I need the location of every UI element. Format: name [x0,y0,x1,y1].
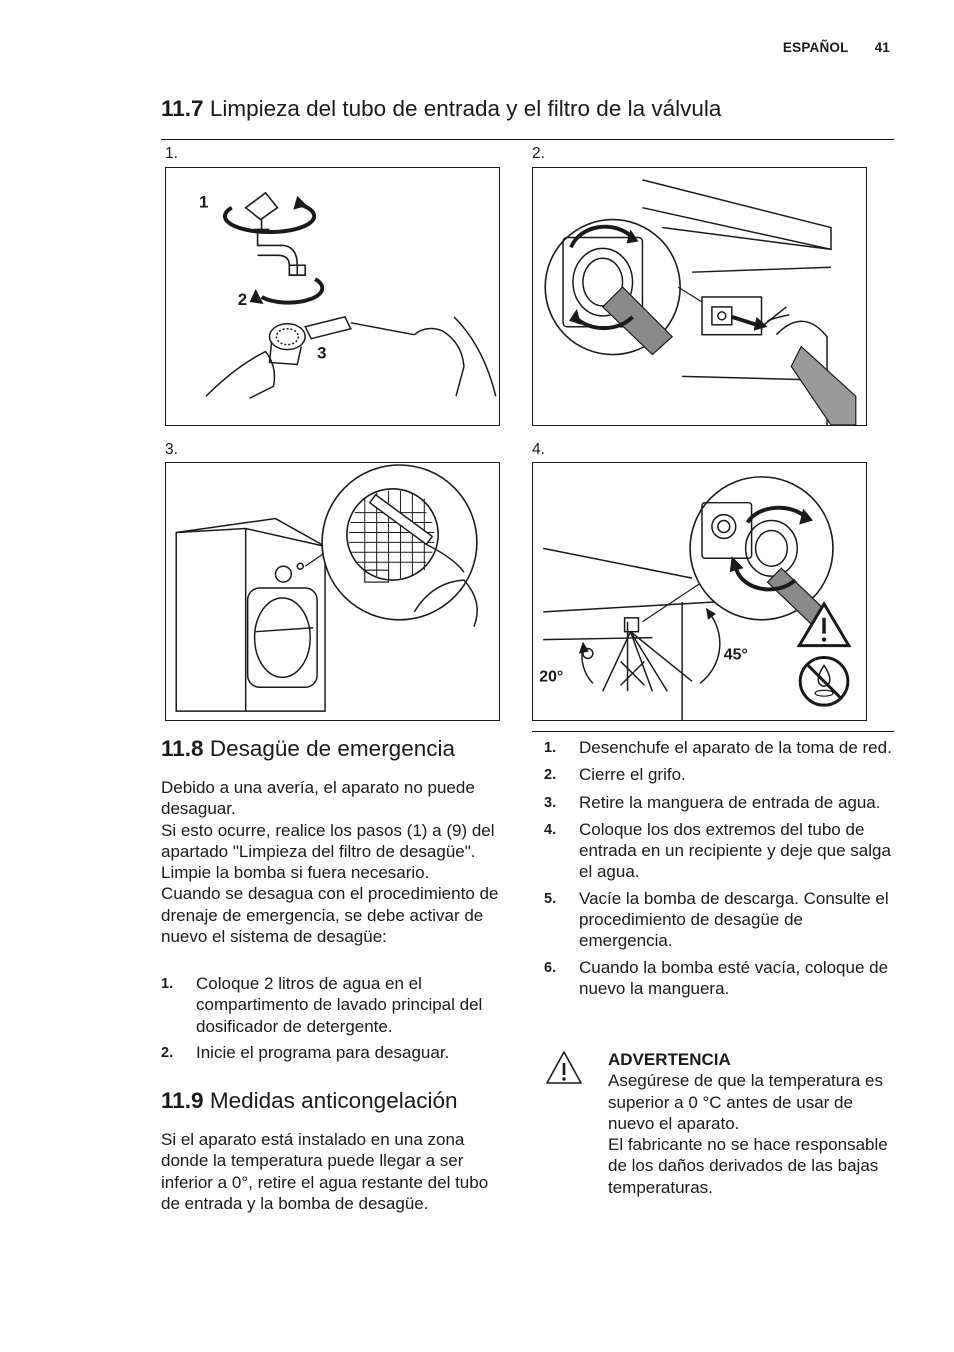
filter-cleaning-drawing [166,463,499,720]
list-item [161,973,513,1037]
callout-2: 2 [237,289,248,309]
step-number: 2. [544,767,557,784]
step-number: 4. [544,821,557,838]
figure-3-illustration [165,462,500,721]
step-text: Retire la manguera de entrada de agua. [579,792,881,812]
step-text: Cierre el grifo. [579,765,686,785]
section-title: Limpieza del tubo de entrada y el filtro de la válvula [209,96,722,121]
section-title: Medidas anticongelación [209,1088,458,1113]
list-item [544,737,898,759]
section-11-9-heading [161,1088,458,1114]
warning-block [608,1049,898,1198]
paragraph: Si el aparato está instalado en una zona donde la temperatura puede llegar a ser inferior a 0°, retire el agua restante del tubo de entrada y la bomba de desagüe. [161,1130,489,1213]
step-text: Vacíe la bomba de descarga. Consulte el procedimiento de desagüe de emergencia. [579,888,889,951]
paragraph: Cuando se desagua con el procedimiento de drenaje de emergencia, se debe activar de nuevo el sistema de desagüe: [161,884,499,947]
step-text: Desenchufe el aparato de la toma de red. [579,738,892,757]
paragraph: Si esto ocurre, realice los pasos (1) a (9) del apartado "Limpieza del filtro de desagüe". [161,820,495,861]
angle-20-label: 20° [539,668,564,686]
section-number: 11.8 [161,736,204,761]
paragraph: Debido a una avería, el aparato no puede desaguar. [161,778,475,819]
step-number: 1. [161,976,174,992]
step-number: 1. [544,740,557,756]
step-number: 6. [544,959,557,976]
no-water-icon [800,657,848,705]
page-header [783,40,890,55]
step-text: Inicie el programa para desaguar. [196,1042,450,1062]
heading-rule [161,139,894,140]
tap-filter-brush-drawing [166,168,499,425]
warning-line: Asegúrese de que la temperatura es superior a 0 °C antes de usar de nuevo el aparato. [608,1071,884,1133]
warning-title: ADVERTENCIA [608,1050,731,1069]
page-number: 41 [874,40,890,55]
section-11-8-body [161,777,511,947]
figures-bottom-rule [532,731,894,732]
list-item [544,957,898,1000]
inlet-hose-removal-drawing [533,168,866,425]
section-title: Desagüe de emergencia [209,736,455,761]
section-11-8-heading [161,736,455,762]
step-number: 2. [161,1044,174,1061]
paragraph: Limpie la bomba si fuera necesario. [161,863,430,883]
step-number: 5. [544,890,557,907]
hose-angle-drawing [533,463,866,720]
step-text: Coloque los dos extremos del tubo de entrada en un recipiente y deje que salga el agua. [579,819,891,882]
callout-1: 1 [199,192,209,212]
step-number: 3. [544,794,557,811]
step-text: Cuando la bomba esté vacía, coloque de nuevo la manguera. [579,957,889,998]
list-item [161,1042,513,1064]
figure-2-illustration [532,167,867,426]
section-11-8-steps [161,973,513,1064]
figure-3-label: 3. [165,441,178,458]
header-language: ESPAÑOL [782,40,849,55]
angle-45-label: 45° [723,646,748,664]
list-item [544,764,898,786]
figure-2-label: 2. [532,145,545,162]
section-11-7-heading [161,96,894,122]
right-column-steps [544,737,898,999]
section-number: 11.9 [161,1088,204,1113]
list-item [544,888,898,952]
figure-4-illustration [532,462,867,721]
figure-4-label: 4. [532,441,545,458]
figure-1-label: 1. [165,145,178,162]
step-text: Coloque 2 litros de agua en el compartimento de lavado principal del dosificador de detergente. [196,974,483,1036]
section-number: 11.7 [161,96,204,121]
warning-triangle-icon [545,1049,583,1087]
figure-1-illustration [165,167,500,426]
warning-line: El fabricante no se hace responsable de los daños derivados de las bajas temperaturas. [608,1135,888,1197]
list-item [544,819,898,883]
callout-3: 3 [317,343,327,363]
list-item [544,792,898,814]
section-11-9-body [161,1129,507,1214]
